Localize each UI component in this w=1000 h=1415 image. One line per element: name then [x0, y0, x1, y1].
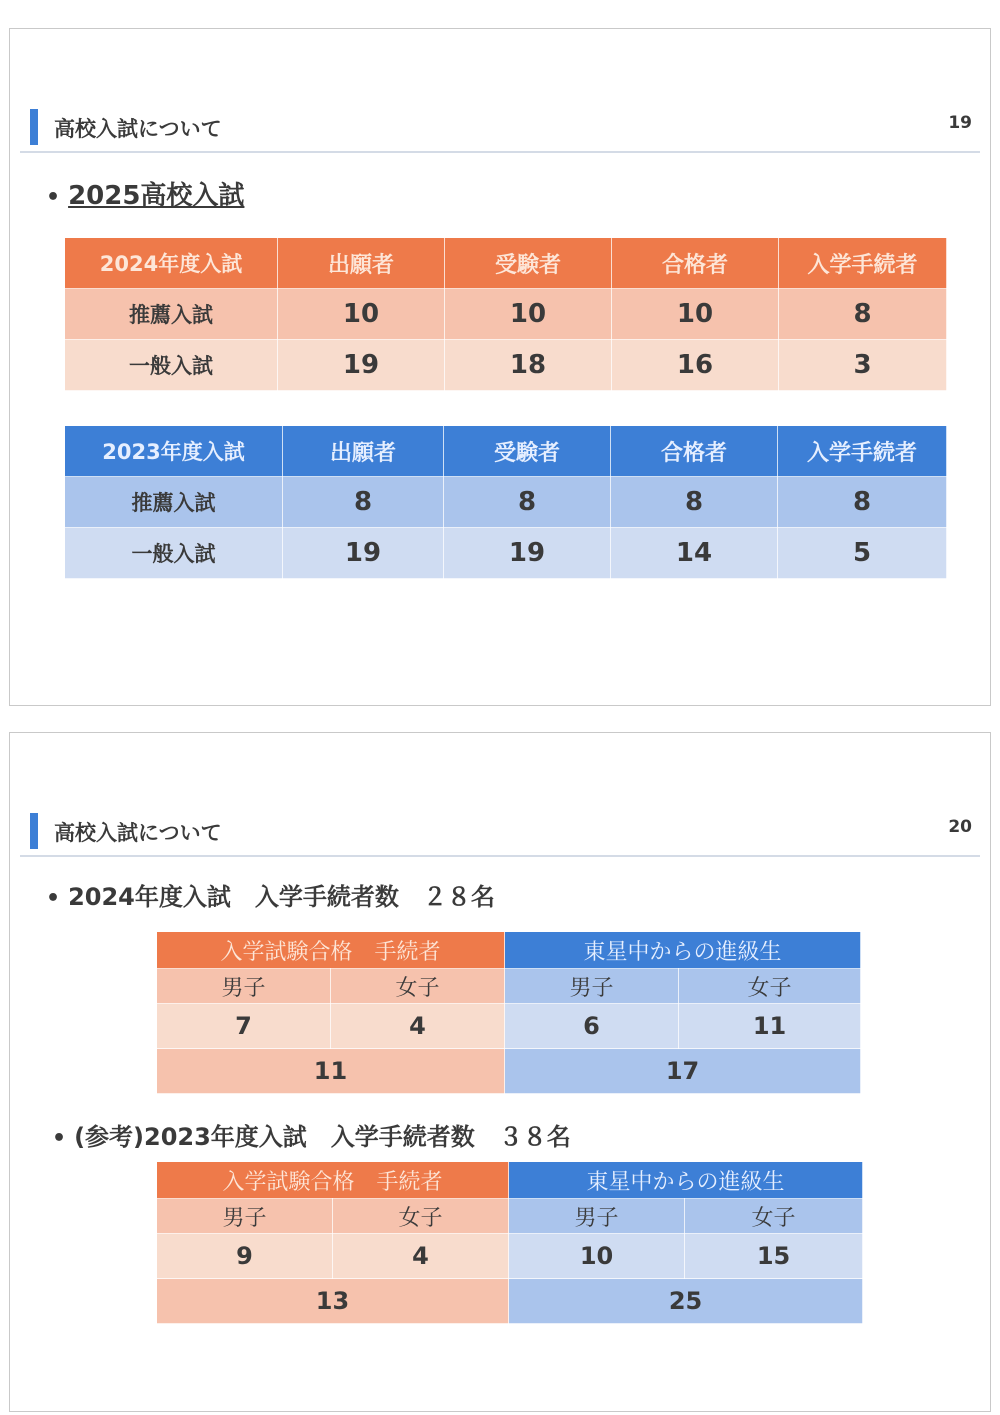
total-cell: 13: [157, 1279, 509, 1324]
table-cell: 8: [778, 477, 947, 528]
header-cell: 合格者: [611, 426, 778, 477]
subheader-cell: 男子: [509, 1199, 685, 1234]
subheader-cell: 女子: [685, 1199, 863, 1234]
table-cell: 8: [444, 477, 611, 528]
table-row: [65, 477, 947, 528]
admissions-table-2023: [64, 425, 947, 579]
subheader-cell: 男子: [505, 969, 679, 1004]
table-cell: 8: [283, 477, 444, 528]
total-cell: 25: [509, 1279, 863, 1324]
header-cell: 受験者: [444, 426, 611, 477]
table-header-row: [157, 932, 861, 969]
table-cell: 3: [779, 340, 947, 391]
slide-20: [9, 732, 991, 1412]
header-cell: 2024年度入試: [65, 238, 278, 289]
table-cell: 9: [157, 1234, 333, 1279]
table-cell: 10: [278, 289, 445, 340]
table-total-row: [157, 1279, 863, 1324]
header-cell: 出願者: [283, 426, 444, 477]
row-label: 推薦入試: [65, 289, 278, 340]
group-header-exam: 入学試験合格 手続者: [157, 1162, 509, 1199]
page-number: 19: [948, 113, 972, 133]
table-cell: 10: [612, 289, 779, 340]
total-cell: 17: [505, 1049, 861, 1094]
slide-title: 高校入試について: [54, 117, 222, 141]
table-cell: 11: [679, 1004, 861, 1049]
table-row: [157, 1004, 861, 1049]
table-subheader-row: [157, 1199, 863, 1234]
table-row: [65, 340, 947, 391]
table-cell: 16: [612, 340, 779, 391]
table-cell: 4: [331, 1004, 505, 1049]
table-row: [65, 289, 947, 340]
row-label: 推薦入試: [65, 477, 283, 528]
table-row: [65, 528, 947, 579]
table-cell: 10: [445, 289, 612, 340]
section-heading: • 2025高校入試: [46, 181, 245, 211]
bullet-dot-icon: •: [46, 185, 61, 210]
table-cell: 14: [611, 528, 778, 579]
slide-19: [9, 28, 991, 706]
header-cell: 合格者: [612, 238, 779, 289]
subheader-cell: 女子: [333, 1199, 509, 1234]
section-heading-2023: • (参考)2023年度入試 入学手続者数 ３８名: [52, 1123, 571, 1151]
group-header-internal: 東星中からの進級生: [509, 1162, 863, 1199]
header-cell: 入学手続者: [778, 426, 947, 477]
table-header-row: [157, 1162, 863, 1199]
title-accent-bar: [30, 813, 38, 849]
title-divider: [20, 855, 980, 857]
page-number: 20: [948, 817, 972, 837]
table-cell: 7: [157, 1004, 331, 1049]
table-cell: 19: [444, 528, 611, 579]
table-cell: 6: [505, 1004, 679, 1049]
section-heading-2024: • 2024年度入試 入学手続者数 ２８名: [46, 883, 495, 911]
subheader-cell: 女子: [679, 969, 861, 1004]
table-cell: 8: [779, 289, 947, 340]
title-divider: [20, 151, 980, 153]
bullet-dot-icon: •: [52, 1126, 67, 1151]
slide-title: 高校入試について: [54, 821, 222, 845]
table-header-row: [65, 238, 947, 289]
table-row: [157, 1234, 863, 1279]
title-accent-bar: [30, 109, 38, 145]
enrollment-table-2023: [156, 1161, 863, 1324]
header-cell: 出願者: [278, 238, 445, 289]
header-cell: 2023年度入試: [65, 426, 283, 477]
table-cell: 15: [685, 1234, 863, 1279]
table-total-row: [157, 1049, 861, 1094]
row-label: 一般入試: [65, 340, 278, 391]
table-cell: 19: [283, 528, 444, 579]
header-cell: 受験者: [445, 238, 612, 289]
subheader-cell: 女子: [331, 969, 505, 1004]
total-cell: 11: [157, 1049, 505, 1094]
table-cell: 10: [509, 1234, 685, 1279]
subheader-cell: 男子: [157, 969, 331, 1004]
table-cell: 19: [278, 340, 445, 391]
table-cell: 8: [611, 477, 778, 528]
admissions-table-2024: [64, 237, 947, 391]
enrollment-table-2024: [156, 931, 861, 1094]
table-cell: 18: [445, 340, 612, 391]
row-label: 一般入試: [65, 528, 283, 579]
group-header-exam: 入学試験合格 手続者: [157, 932, 505, 969]
subheader-cell: 男子: [157, 1199, 333, 1234]
table-header-row: [65, 426, 947, 477]
group-header-internal: 東星中からの進級生: [505, 932, 861, 969]
table-subheader-row: [157, 969, 861, 1004]
table-cell: 5: [778, 528, 947, 579]
table-cell: 4: [333, 1234, 509, 1279]
bullet-dot-icon: •: [46, 886, 61, 911]
header-cell: 入学手続者: [779, 238, 947, 289]
